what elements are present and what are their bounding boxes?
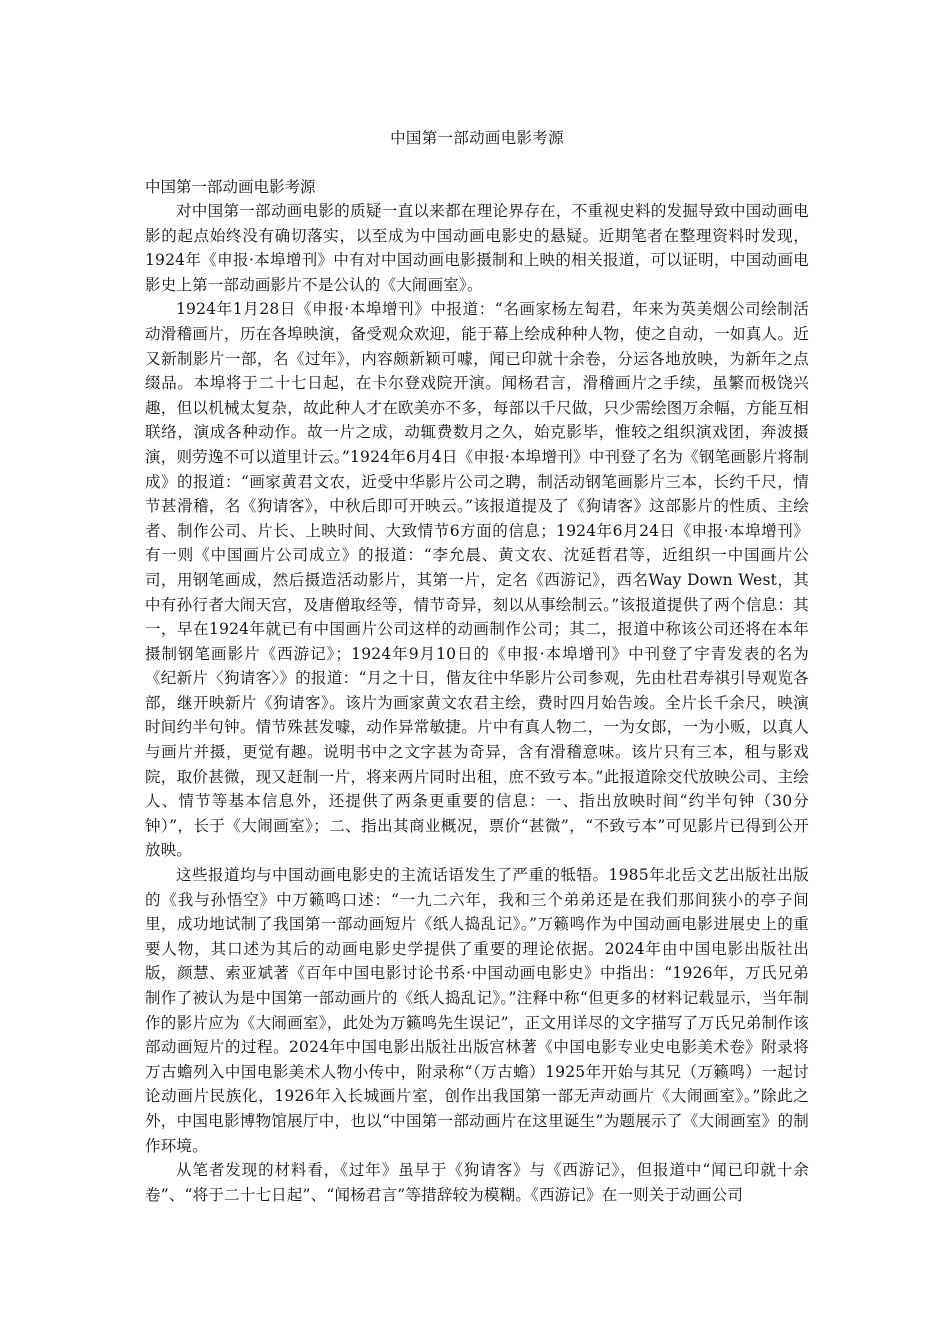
document-title: 中国第一部动画电影考源 [390,129,564,147]
document-subtitle: 中国第一部动画电影考源 [145,178,316,196]
paragraph-3: 这些报道均与中国动画电影史的主流话语发生了严重的牴牾。1985年北岳文艺出版社出版的《我与孙悟空》中万籁鸣口述：“一九二六年，我和三个弟弟还是在我们那间狭小的亭子间里，成功地试制了我国第一部动画短片《纸人捣乱记》。”万籁鸣作为中国动画电影进展史上的重要人物，其口述为其后的动画电影史学提供了重要的理论依据。2024年由中国电影出版社出版，颜慧、索亚斌著《百年中国电影讨论书系·中国动画电影史》中指出：“1926年，万氏兄弟制作了被认为是中国第一部动画片的《纸人捣乱记》。”注释中称“但更多的材料记载显示，当年制作的影片应为《大闹画室》，此处为万籁鸣先生误记”，正文用详尽的文字描写了万氏兄弟制作该部动画短片的过程。2024年中国电影出版社出版宫林著《中国电影专业史电影美术卷》附录将万古蟾列入中国电影美术人物小传中，附录称“（万古蟾）1925年开始与其兄（万籁鸣）一起讨论动画片民族化，1926年入长城画片室，创作出我国第一部无声动画片《大闹画室》。”除此之外，中国电影博物馆展厅中，也以“中国第一部动画片在这里诞生”为题展示了《大闹画室》的制作环境。 [145,866,809,1155]
document-page [145,0,809,1207]
paragraph-2: 1924年1月28日《申报·本埠增刊》中报道：“名画家杨左匋君，年来为英美烟公司绘制活动滑稽画片，历在各埠映演，备受观众欢迎，能于幕上绘成种种人物，使之自动，一如真人。近又新制影片一部，名《过年》，内容颇新颖可噱，闻已印就十余卷，分运各地放映，为新年之点缀品。本埠将于二十七日起，在卡尔登戏院开演。闻杨君言，滑稽画片之手续，虽繁而极饶兴趣，但以机械太复杂，故此种人才在欧美亦不多，每部以千尺做，只少需绘图万余幅，方能互相联络，演成各种动作。故一片之成，动辄费数月之久，始克影毕，惟较之组织演戏团，奔波摄演，则劳逸不可以道里计云。”1924年6月4日《申报·本埠增刊》中刊登了名为《钢笔画影片将制成》的报道：“画家黄君文农，近受中华影片公司之聘，制活动钢笔画影片三本，长约千尺，情节甚滑稽，名《狗请客》，中秋后即可开映云。”该报道提及了《狗请客》这部影片的性质、主绘者、制作公司、片长、上映时间、大致情节6方面的信息；1924年6月24日《申报·本埠增刊》有一则《中国画片公司成立》的报道：“李允晨、黄文农、沈延哲君等，近组织一中国画片公司，用钢笔画成，然后摄造活动影片，其第一片，定名《西游记》，西名Way Down West，其中有孙行者大闹天宫，及唐僧取经等，情节奇异，刻以从事绘制云。”该报道提供了两个信息：其一，早在1924年就已有中国画片公司这样的动画制作公司；其二，报道中称该公司还将在本年摄制钢笔画影片《西游记》；1924年9月10日的《申报·本埠增刊》中刊登了宇青发表的名为《纪新片〈狗请客〉》的报道：“月之十日，偕友往中华影片公司参观，先由杜君寿祺引导观览各部，继开映新片《狗请客》。该片为画家黄文农君主绘，费时四月始告竣。全片长千余尺，映演时间约半句钟。情节殊甚发噱，动作异常敏捷。片中有真人物二，一为女郎，一为小贩，以真人与画片并摄，更觉有趣。说明书中之文字甚为奇异，含有滑稽意味。该片只有三本，租与影戏院，取价甚微，现又赶制一片，将来两片同时出租，庶不致亏本。”此报道除交代放映公司、主绘人、情节等基本信息外，还提供了两条更重要的信息：一、指出放映时间“约半句钟（30分钟）”，长于《大闹画室》；二、指出其商业概况，票价“甚微”，“不致亏本”可见影片已得到公开放映。 [145,300,809,860]
paragraph-4: 从笔者发现的材料看，《过年》虽早于《狗请客》与《西游记》，但报道中“闻已印就十余卷”、“将于二十七日起”、“闻杨君言”等措辞较为模糊。《西游记》在一则关于动画公司 [145,1161,809,1204]
paragraph-1: 对中国第一部动画电影的质疑一直以来都在理论界存在，不重视史料的发掘导致中国动画电影的起点始终没有确切落实，以至成为中国动画电影史的悬疑。近期笔者在整理资料时发现，1924年《申报·本埠增刊》中有对中国动画电影摄制和上映的相关报道，可以证明，中国动画电影史上第一部动画影片不是公认的《大闹画室》。 [145,202,809,294]
